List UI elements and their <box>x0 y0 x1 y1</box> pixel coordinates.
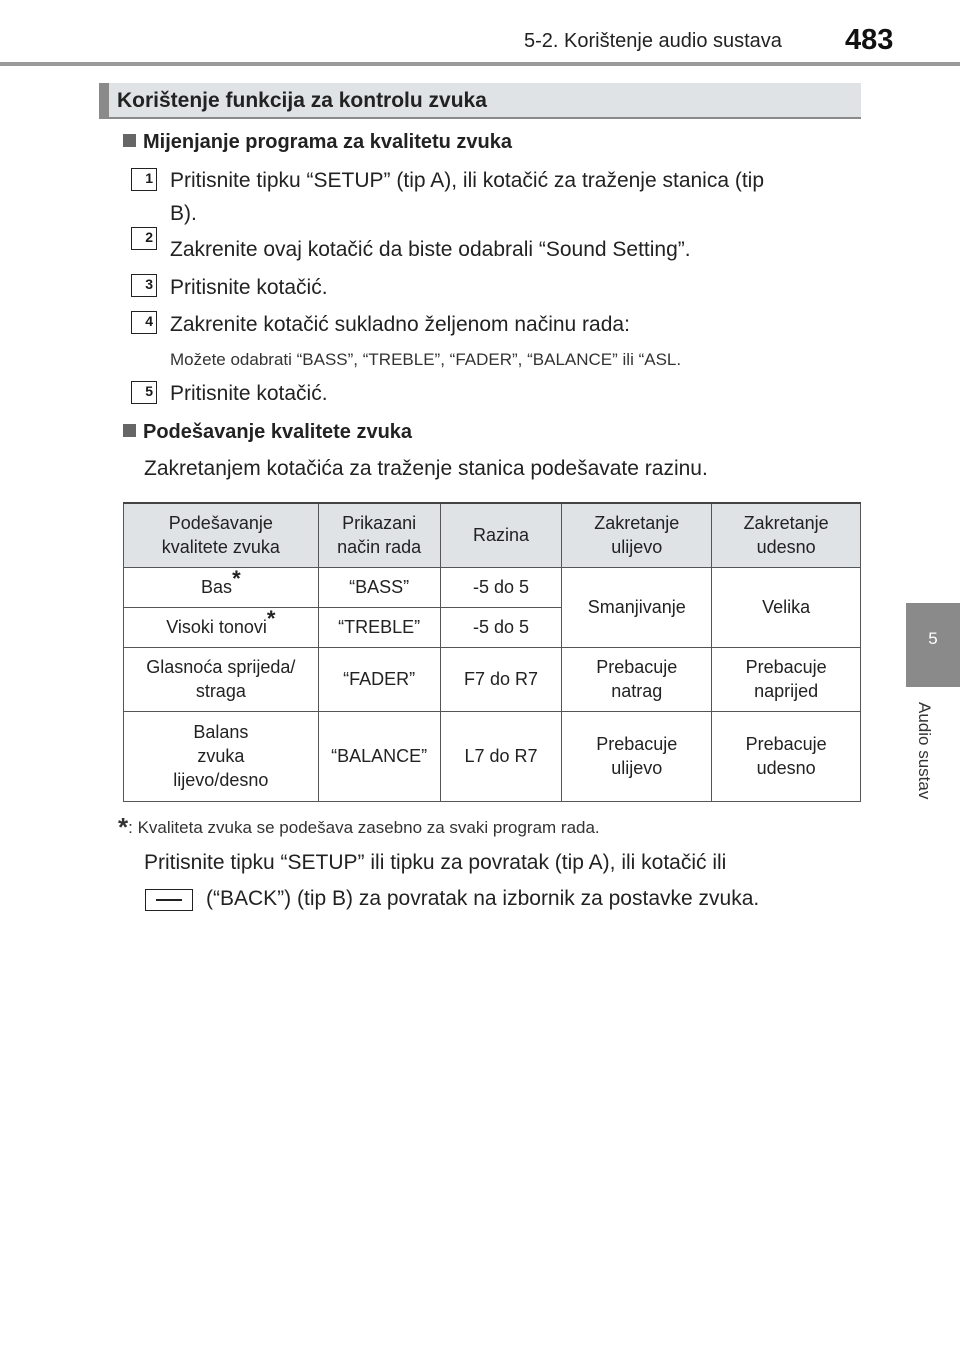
table-cell: -5 do 5 <box>440 607 562 647</box>
table-cell: “BASS” <box>318 567 440 607</box>
header-cell: Podešavanje kvalitete zvuka <box>124 503 319 567</box>
table-cell: Prebacuje ulijevo <box>562 711 712 801</box>
final-paragraph-line2: (“BACK”) (tip B) za povratak na izbornik za postavke zvuka. <box>206 887 760 910</box>
table-cell: Visoki tonovi* <box>124 607 319 647</box>
table-cell: Prebacuje naprijed <box>712 647 861 711</box>
back-button-icon <box>145 889 193 911</box>
table-row <box>124 711 861 801</box>
header-cell: Zakretanje udesno <box>712 503 861 567</box>
sound-settings-table <box>123 502 861 802</box>
step-number-1: 1 <box>131 168 157 191</box>
step-text-1-line1: Pritisnite tipku “SETUP” (tip A), ili kotačić za traženje stanica (tip <box>170 169 765 192</box>
bullet-square-icon <box>123 424 136 437</box>
step-note: Možete odabrati “BASS”, “TREBLE”, “FADER”, “BALANCE” ili “ASL. <box>170 350 682 369</box>
intro-paragraph: Zakretanjem kotačića za traženje stanica podešavate razinu. <box>144 457 708 480</box>
table-cell: “TREBLE” <box>318 607 440 647</box>
step-text-1-line2: B). <box>170 202 197 225</box>
table-cell: L7 do R7 <box>440 711 562 801</box>
subheading-program-change <box>123 131 512 154</box>
chapter-number: 5 <box>928 629 938 648</box>
footnote <box>118 812 600 843</box>
step-text-4: Zakrenite kotačić sukladno željenom načinu rada: <box>170 313 630 336</box>
table-cell: F7 do R7 <box>440 647 562 711</box>
chapter-label: Audio sustav <box>915 702 934 800</box>
bullet-square-icon <box>123 134 136 147</box>
table-row <box>124 567 861 607</box>
header-cell: Razina <box>440 503 562 567</box>
table-cell: Balans zvuka lijevo/desno <box>124 711 319 801</box>
table-header-row <box>124 503 861 567</box>
subheading-text: Mijenjanje programa za kvalitetu zvuka <box>143 131 513 153</box>
table-cell: “BALANCE” <box>318 711 440 801</box>
page-number: 483 <box>845 24 894 56</box>
header-rule <box>0 62 960 66</box>
table-cell: Smanjivanje <box>562 567 712 647</box>
subheading-quality-adjust <box>123 421 412 444</box>
table-cell: Prebacuje udesno <box>712 711 861 801</box>
table-cell: “FADER” <box>318 647 440 711</box>
step-number-2: 2 <box>131 227 157 250</box>
table-cell: Glasnoća sprijeda/ straga <box>124 647 319 711</box>
footnote-text: : Kvaliteta zvuka se podešava zasebno za svaki program rada. <box>128 818 600 837</box>
table-row <box>124 647 861 711</box>
chapter-tab <box>906 603 960 687</box>
section-header: 5-2. Korištenje audio sustava <box>524 30 782 52</box>
table-cell: -5 do 5 <box>440 567 562 607</box>
final-paragraph-line1: Pritisnite tipku “SETUP” ili tipku za povratak (tip A), ili kotačić ili <box>144 851 727 874</box>
section-title: Korištenje funkcija za kontrolu zvuka <box>117 89 487 112</box>
step-text-2: Zakrenite ovaj kotačić da biste odabrali “Sound Setting”. <box>170 238 691 261</box>
step-number-3: 3 <box>131 274 157 297</box>
subheading-text: Podešavanje kvalitete zvuka <box>143 421 413 443</box>
table-cell: Velika <box>712 567 861 647</box>
footnote-asterisk: * <box>118 812 129 842</box>
section-title-bar <box>99 83 861 119</box>
table-cell: Bas* <box>124 567 319 607</box>
step-number-4: 4 <box>131 311 157 334</box>
step-text-3: Pritisnite kotačić. <box>170 276 328 299</box>
step-number-5: 5 <box>131 381 157 404</box>
header-cell: Zakretanje ulijevo <box>562 503 712 567</box>
table-cell: Prebacuje natrag <box>562 647 712 711</box>
step-text-1 <box>170 164 764 230</box>
header-cell: Prikazani način rada <box>318 503 440 567</box>
step-text-5: Pritisnite kotačić. <box>170 382 328 405</box>
